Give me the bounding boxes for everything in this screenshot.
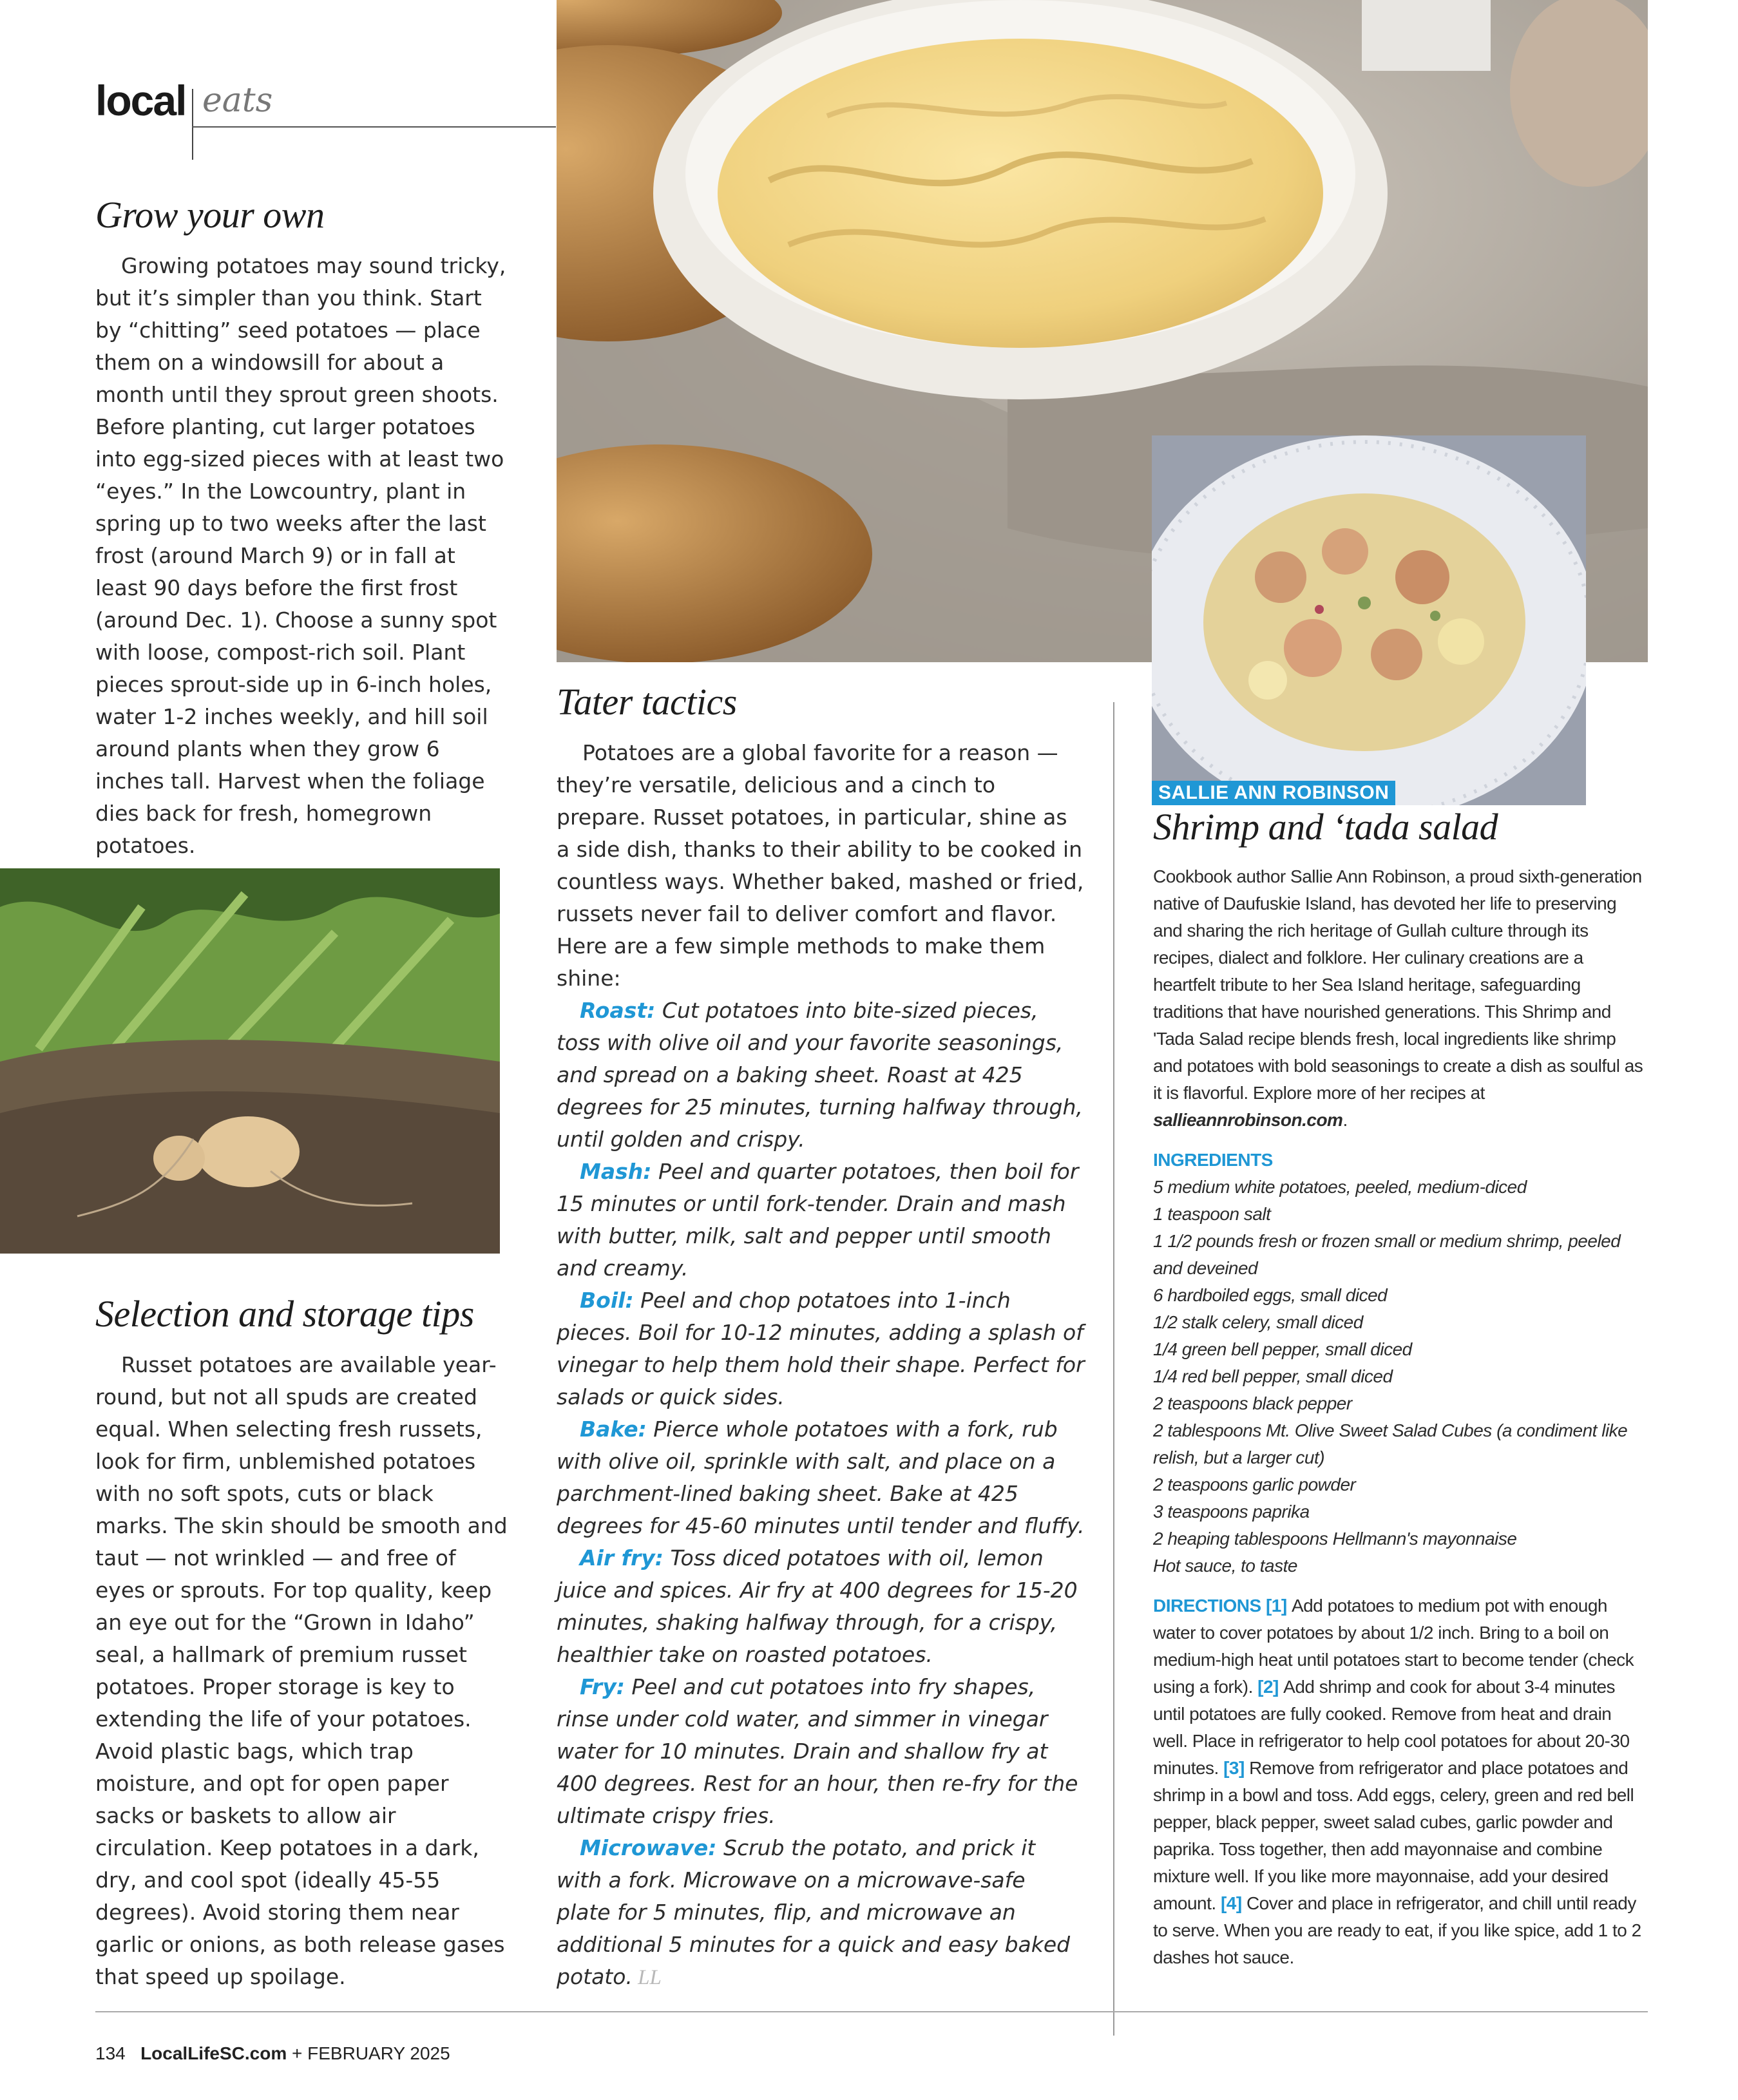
step-text: Add potatoes to medium pot with enough water to cover potatoes by about 1/2 inch. Bring to a boil on medium-high heat until potatoes start to become tender (check using a fork). [1153, 1596, 1634, 1697]
footer-rule [95, 2011, 1648, 2012]
method-label: Bake: [580, 1417, 647, 1442]
method-item [557, 1542, 1085, 1671]
method-label: Microwave: [580, 1835, 717, 1860]
step-text: Add shrimp and cook for about 3-4 minutes until potatoes are fully cooked. Remove from heat and drain well. Place in refrigerator to help cool potatoes for about 20-30 minutes. [1153, 1677, 1630, 1778]
section-name: eats [202, 81, 273, 120]
recipe-link[interactable]: sallieannrobinson.com [1153, 1110, 1343, 1130]
page-number: 134 [95, 2043, 126, 2063]
method-text: Toss diced potatoes with oil, lemon juice and spices. Air fry at 400 degrees for 15-20 minutes, shaking halfway through, for a crispy, healthier take on roasted potatoes. [557, 1545, 1078, 1667]
end-mark: LL [632, 1966, 662, 1989]
header-divider [192, 89, 193, 160]
photo-credit: SALLIE ANN ROBINSON [1152, 781, 1395, 805]
step-text: Cover and place in refrigerator, and chill until ready to serve. When you are ready to eat, if you like spice, add 1 to 2 dashes hot sauce. [1153, 1893, 1641, 1967]
ingredient-item: 5 medium white potatoes, peeled, medium-diced [1153, 1177, 1527, 1197]
ingredient-item: 1 1/2 pounds fresh or frozen small or medium shrimp, peeled and deveined [1153, 1231, 1621, 1278]
selection-text: Russet potatoes are available year-round, but not all spuds are created equal. When selecting fresh russets, look for firm, unblemished potatoes with no soft spots, cuts or black marks. The skin should be smooth and taut — not wrinkled — and free of eyes or sprouts. For top quality, keep an eye out for the “Grown in Idaho” seal, a hallmark of premium russet potatoes. Proper storage is key to extending the life of your potatoes. Avoid plastic bags, which trap moisture, and opt for open paper sacks or baskets to allow air circulation. Keep potatoes in a dark, dry, and cool spot (ideally 45-55 degrees). Avoid storing them near garlic or onions, as both release gases that speed up spoilage. [95, 1352, 508, 1989]
tactics-intro: Potatoes are a global favorite for a reason — they’re versatile, delicious and a cinch to prepare. Russet potatoes, in particular, shine as a side dish, thanks to their ability to be cooked in countless ways. Whether baked, mashed or fried, russets never fail to deliver comfort and flavor. Here are a few simple methods to make them shine: [557, 740, 1084, 991]
recipe-intro-text: Cookbook author Sallie Ann Robinson, a proud sixth-generation native of Daufuskie Island, has devoted her life to preserving and sharing the rich heritage of Gullah culture through its recipes, dialect and folklore. Her culinary creations are a heartfelt tribute to her Sea Island heritage, safeguarding traditions that have nourished generations. This Shrimp and 'Tada Salad recipe blends fresh, local ingredients like shrimp and potatoes with bold seasonings to create a dish as soulful as it is flavorful. Explore more of her recipes at [1153, 866, 1643, 1103]
method-text: Pierce whole potatoes with a fork, rub with olive oil, sprinkle with salt, and place on a parchment-lined baking sheet. Bake at 425 degrees for 45-60 minutes until tender and fluffy. [557, 1417, 1085, 1538]
tactics-heading: Tater tactics [557, 681, 737, 723]
method-label: Mash: [580, 1159, 652, 1184]
method-label: Roast: [580, 998, 656, 1023]
method-item [557, 1413, 1085, 1542]
recipe-title: Shrimp and ‘tada salad [1153, 806, 1498, 848]
method-item [557, 1284, 1085, 1413]
grow-body [95, 250, 508, 862]
footer-site[interactable]: LocalLifeSC.com [140, 2043, 287, 2063]
step-number: [3] [1223, 1758, 1250, 1778]
shrimp-salad-photo [1152, 435, 1586, 805]
method-text: Cut potatoes into bite-sized pieces, toss with olive oil and your favorite seasonings, and spread on a baking sheet. Roast at 425 degrees for 25 minutes, turning halfway through, until golden and crispy. [557, 998, 1083, 1152]
grow-text: Growing potatoes may sound tricky, but it’s simpler than you think. Start by “chitting” seed potatoes — place them on a windowsill for about a month until they sprout green shoots. Before planting, cut larger potatoes into egg-sized pieces with at least two “eyes.” In the Lowcountry, plant in spring up to two weeks after the last frost (around March 9) or in fall at least 90 days before the first frost (around Dec. 1). Choose a sunny spot with loose, compost-rich soil. Plant pieces sprout-side up in 6-inch holes, water 1-2 inches weekly, and hill soil around plants when they grow 6 inches tall. Harvest when the foliage dies back for fresh, homegrown potatoes. [95, 253, 506, 858]
method-item [557, 1671, 1085, 1832]
ingredient-item: 2 tablespoons Mt. Olive Sweet Salad Cubes (a condiment like relish, but a larger cut) [1153, 1420, 1628, 1467]
tactics-body [557, 737, 1085, 1994]
ingredients-label: INGREDIENTS [1153, 1150, 1273, 1170]
method-label: Boil: [580, 1288, 634, 1313]
footer-issue: FEBRUARY 2025 [307, 2043, 450, 2063]
ingredients-list [1153, 1174, 1649, 1580]
ingredient-item: 2 heaping tablespoons Hellmann's mayonnaise [1153, 1529, 1517, 1549]
ingredient-item: 3 teaspoons paprika [1153, 1502, 1310, 1522]
methods-list [557, 995, 1085, 1994]
method-item [557, 1832, 1085, 1994]
header-rule [192, 126, 556, 128]
grow-heading: Grow your own [95, 194, 325, 236]
ingredient-item: 1/2 stalk celery, small diced [1153, 1312, 1363, 1332]
directions-label: DIRECTIONS [1153, 1596, 1266, 1616]
method-item [557, 1156, 1085, 1284]
footer-sep: + [292, 2043, 303, 2063]
ingredient-item: 6 hardboiled eggs, small diced [1153, 1285, 1388, 1305]
column-rule [1113, 702, 1114, 2036]
recipe-intro [1153, 863, 1649, 1134]
selection-body [95, 1349, 508, 1993]
ingredient-item: 1 teaspoon salt [1153, 1204, 1271, 1224]
step-number: [2] [1257, 1677, 1284, 1697]
ingredient-item: Hot sauce, to taste [1153, 1556, 1297, 1576]
method-item [557, 995, 1085, 1156]
recipe-body [1153, 863, 1649, 1971]
method-label: Air fry: [580, 1545, 664, 1570]
directions [1153, 1592, 1649, 1971]
step-number: [1] [1265, 1596, 1292, 1616]
step-text: Remove from refrigerator and place potatoes and shrimp in a bowl and toss. Add eggs, celery, green and red bell pepper, black pepper, sweet salad cubes, garlic powder and paprika. Toss together, then add mayonnaise and combine mixture well. If you like more mayonnaise, add your desired amount. [1153, 1758, 1634, 1913]
selection-heading: Selection and storage tips [95, 1293, 474, 1335]
recipe-intro-end: . [1342, 1110, 1348, 1130]
method-text: Peel and chop potatoes into 1-inch pieces. Boil for 10-12 minutes, adding a splash of vinegar to help them hold their shape. Perfect for salads or quick sides. [557, 1288, 1085, 1409]
brand-logo: local [95, 77, 186, 124]
ingredient-item: 2 teaspoons black pepper [1153, 1393, 1352, 1413]
method-text: Peel and quarter potatoes, then boil for 15 minutes or until fork-tender. Drain and mash with butter, milk, salt and pepper until smooth and creamy. [557, 1159, 1079, 1281]
step-number: [4] [1220, 1893, 1246, 1913]
method-text: Scrub the potato, and prick it with a fork. Microwave on a microwave-safe plate for 5 minutes, flip, and microwave an additional 5 minutes for a quick and easy baked potato. [557, 1835, 1071, 1989]
ingredient-item: 1/4 red bell pepper, small diced [1153, 1366, 1393, 1386]
ingredient-item: 1/4 green bell pepper, small diced [1153, 1339, 1412, 1359]
footer [95, 2043, 450, 2064]
potato-plant-photo [0, 868, 500, 1254]
ingredient-item: 2 teaspoons garlic powder [1153, 1475, 1356, 1494]
method-text: Peel and cut potatoes into fry shapes, rinse under cold water, and simmer in vinegar water for 10 minutes. Drain and shallow fry at 400 degrees. Rest for an hour, then re-fry for the ultimate crispy fries. [557, 1674, 1078, 1828]
method-label: Fry: [580, 1674, 625, 1699]
